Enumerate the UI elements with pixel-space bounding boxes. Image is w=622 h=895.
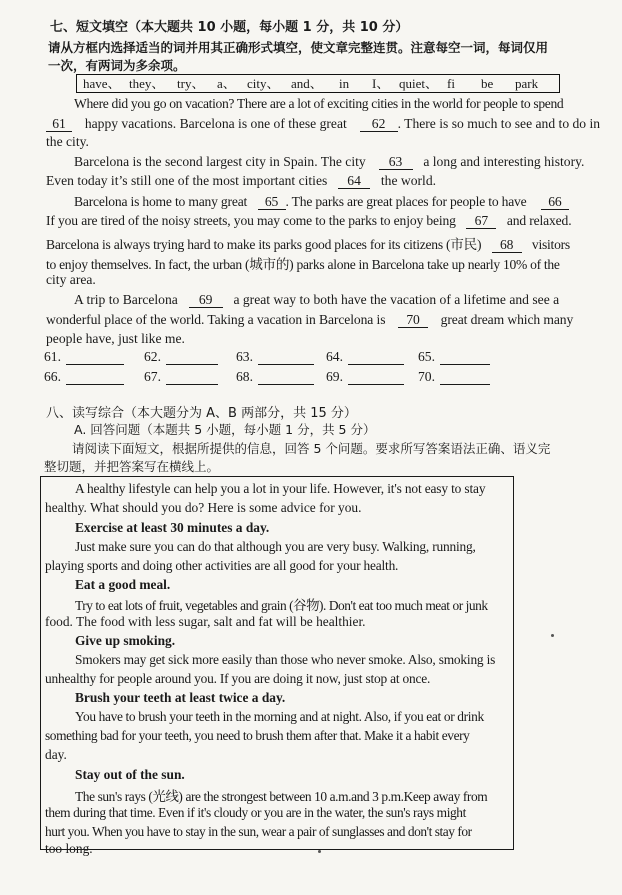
cloze-line: Barcelona is home to many great 65 . The parks are great places for people to have 66 [74,194,569,210]
passage-line: day. [45,747,67,762]
blank-69[interactable]: 69 [189,292,223,308]
answer-line-65[interactable] [440,364,490,365]
answer-label: 62. [144,349,161,364]
word-bank-item: try、 [177,76,205,91]
word-bank-item: fi [447,76,455,91]
passage-line: something bad for your teeth, you need to brush them after that. Make it a habit every [45,728,470,743]
answer-label: 63. [236,349,253,364]
answer-line-69[interactable] [348,384,404,385]
cloze-line: If you are tired of the noisy streets, you may come to the parks to enjoy being 67 and relaxed. [46,213,572,228]
word-bank-item: and、 [291,76,323,91]
cloze-line: city area. [46,272,96,287]
blank-62[interactable]: 62 [360,116,398,132]
blank-70[interactable]: 70 [398,312,428,328]
cloze-line: Barcelona is always trying hard to make its parks good places for its citizens (市民) 68 visitors [46,237,570,252]
answer-label: 64. [326,349,343,364]
passage-line: too long. [45,841,93,856]
passage-subheading: Eat a good meal. [75,577,171,592]
answer-line-62[interactable] [166,364,218,365]
section7-instruction-line1: 请从方框内选择适当的词并用其正确形式填空，使文章完整连贯。注意每空一词，每词仅用 [48,40,549,55]
passage-line: Just make sure you can do that although you are very busy. Walking, running, [75,539,476,554]
answer-line-67[interactable] [166,384,218,385]
cloze-line: 61 happy vacations. Barcelona is one of these great 62 . There is so much to see and to do in [46,116,600,132]
word-bank-item: city、 [247,76,280,91]
cloze-line: the city. [46,134,89,149]
passage-line: playing sports and doing other activities are all good for your health. [45,558,399,573]
scan-dot [318,850,321,853]
blank-63[interactable]: 63 [379,154,413,170]
section7-title: 七、短文填空（本大题共 10 小题，每小题 1 分，共 10 分） [50,20,409,35]
word-bank-box [76,74,560,93]
answer-row-1 [0,349,622,369]
passage-line: food. The food with less sugar, salt and fat will be healthier. [45,614,366,629]
answer-line-63[interactable] [258,364,314,365]
passage-subheading: Give up smoking. [75,633,176,648]
passage-subheading: Brush your teeth at least twice a day. [75,690,286,705]
section8-title: 八、读写综合（本大题分为 A、B 两部分，共 15 分） [46,406,357,421]
blank-65[interactable]: 65 [258,194,286,210]
answer-line-61[interactable] [66,364,124,365]
answer-label: 70. [418,369,435,384]
answer-label: 68. [236,369,253,384]
word-bank-item: have、 [83,76,121,91]
section7-instruction-line2: 一次，有两词为多余项。 [48,58,186,73]
passage-line: A healthy lifestyle can help you a lot in your life. However, it's not easy to stay [75,481,486,496]
answer-label: 65. [418,349,435,364]
answer-line-68[interactable] [258,384,314,385]
answer-line-66[interactable] [66,384,124,385]
passage-line: them during that time. Even if it's cloudy or you are in the water, the sun's rays might [45,805,466,820]
passage-line: unhealthy for people around you. If you are doing it now, just stop at once. [45,671,431,686]
answer-row-2 [0,369,622,389]
section8-partA-title: A. 回答问题（本题共 5 小题，每小题 1 分，共 5 分） [74,422,376,437]
blank-61[interactable]: 61 [46,116,72,132]
word-bank-item: be [481,76,494,91]
passage-line: Smokers may get sick more easily than those who never smoke. Also, smoking is [75,652,496,667]
scan-dot [551,634,554,637]
passage-line: Try to eat lots of fruit, vegetables and grain (谷物). Don't eat too much meat or junk [75,598,488,613]
blank-64[interactable]: 64 [338,173,370,189]
cloze-line: people have, just like me. [46,331,185,346]
word-bank-item: park [515,76,539,91]
word-bank-item: in [339,76,350,91]
passage-line: You have to brush your teeth in the morning and at night. Also, if you eat or drink [75,709,484,724]
blank-66[interactable]: 66 [541,194,569,210]
reading-passage-box [40,476,514,856]
cloze-line: A trip to Barcelona 69 a great way to both have the vacation of a lifetime and see a [74,292,560,307]
blank-68[interactable]: 68 [492,237,522,253]
passage-subheading: Exercise at least 30 minutes a day. [75,520,270,535]
passage-line: healthy. What should you do? Here is some advice for you. [45,500,362,515]
cloze-line: Even today it’s still one of the most important cities 64 the world. [46,173,437,188]
cloze-line: wonderful place of the world. Taking a vacation in Barcelona is 70 great dream which many [46,312,574,327]
answer-label: 61. [44,349,61,364]
passage-line: The sun's rays (光线) are the strongest between 10 a.m.and 3 p.m.Keep away from [75,789,488,804]
word-bank-item: a、 [217,76,236,91]
answer-label: 66. [44,369,61,384]
cloze-line: to enjoy themselves. In fact, the urban (城市的) parks alone in Barcelona take up nearly 10% of the [46,257,560,272]
word-bank-item: they、 [129,76,165,91]
answer-label: 69. [326,369,343,384]
cloze-line: Barcelona is the second largest city in Spain. The city 63 a long and interesting history. [74,154,585,169]
passage-subheading: Stay out of the sun. [75,767,185,782]
answer-line-70[interactable] [440,384,490,385]
word-bank-item: quiet、 [399,76,438,91]
section8-instruction-line1: 请阅读下面短文，根据所提供的信息，回答 5 个问题。要求所写答案语法正确、语义完 [72,441,551,456]
word-bank-item: I、 [372,76,390,91]
cloze-line: Where did you go on vacation? There are a lot of exciting cities in the world for people to spend [74,96,564,111]
answer-label: 67. [144,369,161,384]
blank-67[interactable]: 67 [466,213,496,229]
section8-instruction-line2: 整切题，并把答案写在横线上。 [44,459,220,474]
passage-line: hurt you. When you have to stay in the sun, wear a pair of sunglasses and don't stay for [45,824,472,839]
answer-line-64[interactable] [348,364,404,365]
